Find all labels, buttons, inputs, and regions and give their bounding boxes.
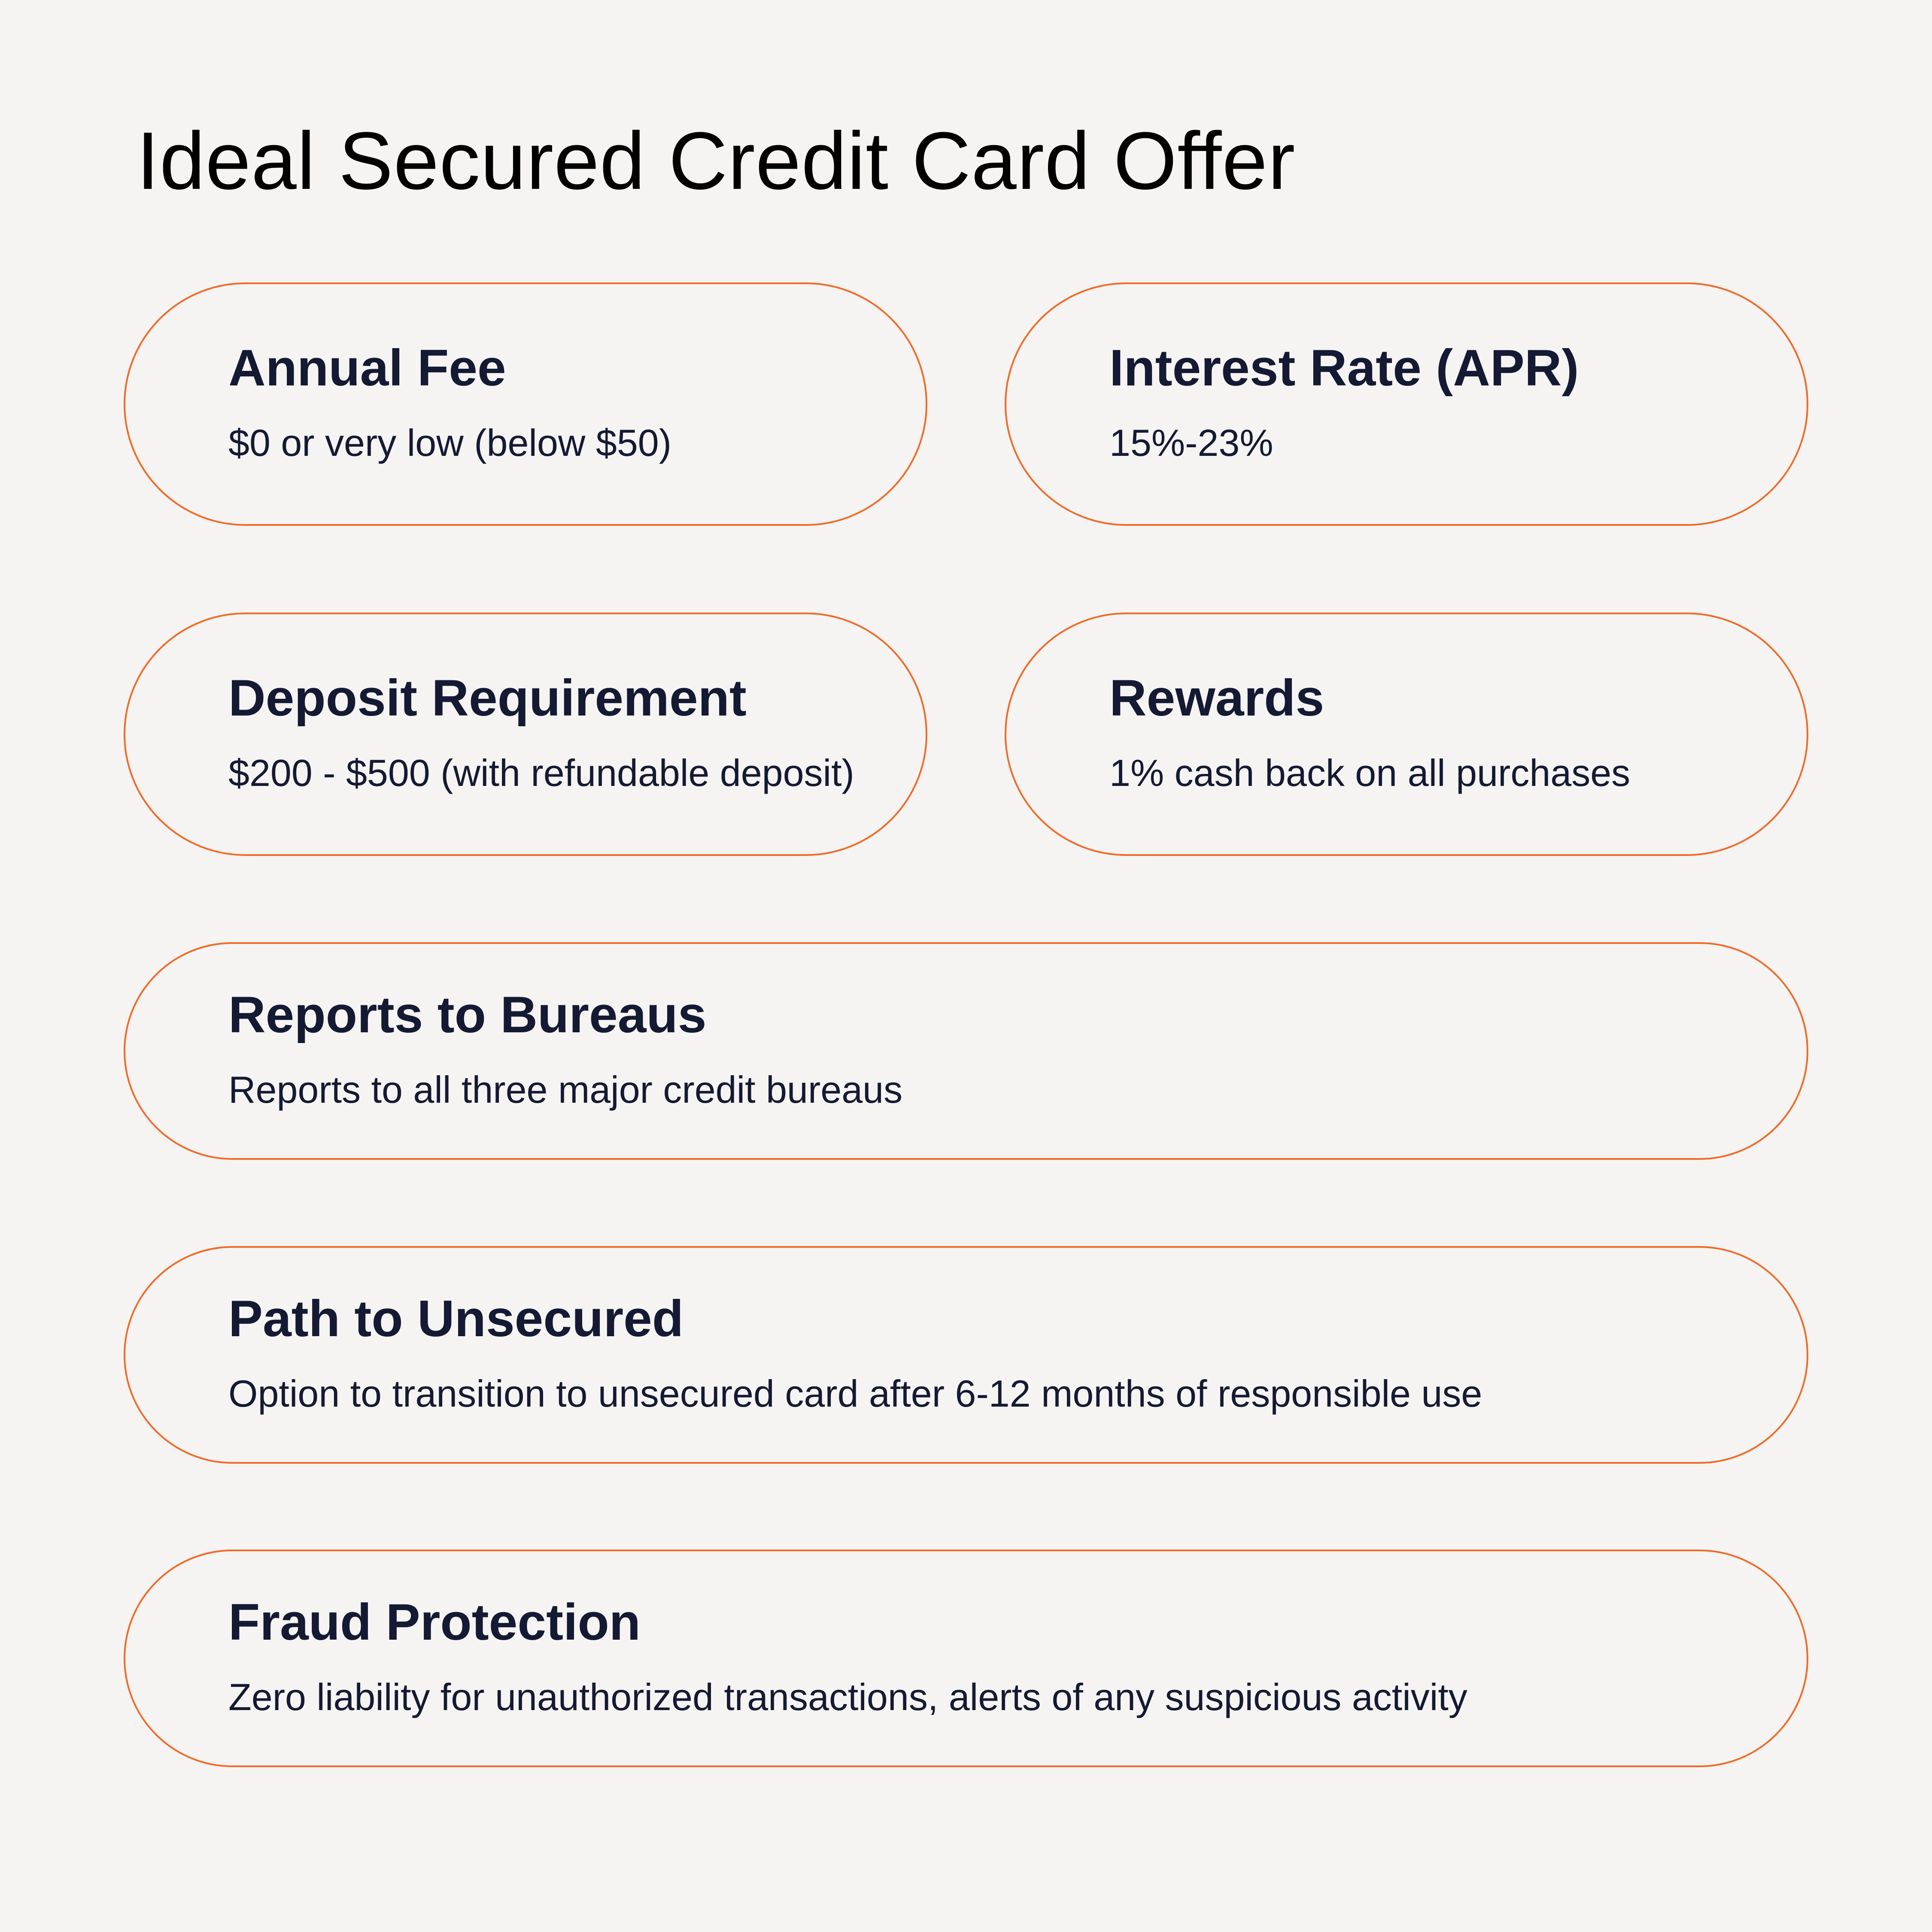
card-title: Deposit Requirement [228,669,747,727]
path-to-unsecured-card [124,1246,1808,1464]
card-title: Annual Fee [228,339,506,397]
card-description: Reports to all three major credit bureaus [228,1068,903,1111]
annual-fee-card [124,282,927,526]
card-description: 15%-23% [1109,421,1273,464]
card-title: Rewards [1109,669,1324,727]
card-title: Reports to Bureaus [228,986,707,1043]
interest-rate-card [1005,282,1808,526]
card-description: $200 - $500 (with refundable deposit) [228,751,854,794]
card-title: Fraud Protection [228,1593,641,1651]
page-title: Ideal Secured Credit Card Offer [137,115,1296,206]
card-title: Path to Unsecured [228,1289,684,1347]
reports-to-bureaus-card [124,942,1808,1160]
deposit-requirement-card [124,613,927,856]
fraud-protection-card [124,1550,1808,1767]
rewards-card [1005,613,1808,856]
card-description: Option to transition to unsecured card after 6-12 months of responsible use [228,1372,1482,1415]
card-description: $0 or very low (below $50) [228,421,672,464]
card-title: Interest Rate (APR) [1109,339,1579,397]
card-description: 1% cash back on all purchases [1109,751,1631,794]
card-description: Zero liability for unauthorized transactions, alerts of any suspicious activity [228,1675,1467,1718]
